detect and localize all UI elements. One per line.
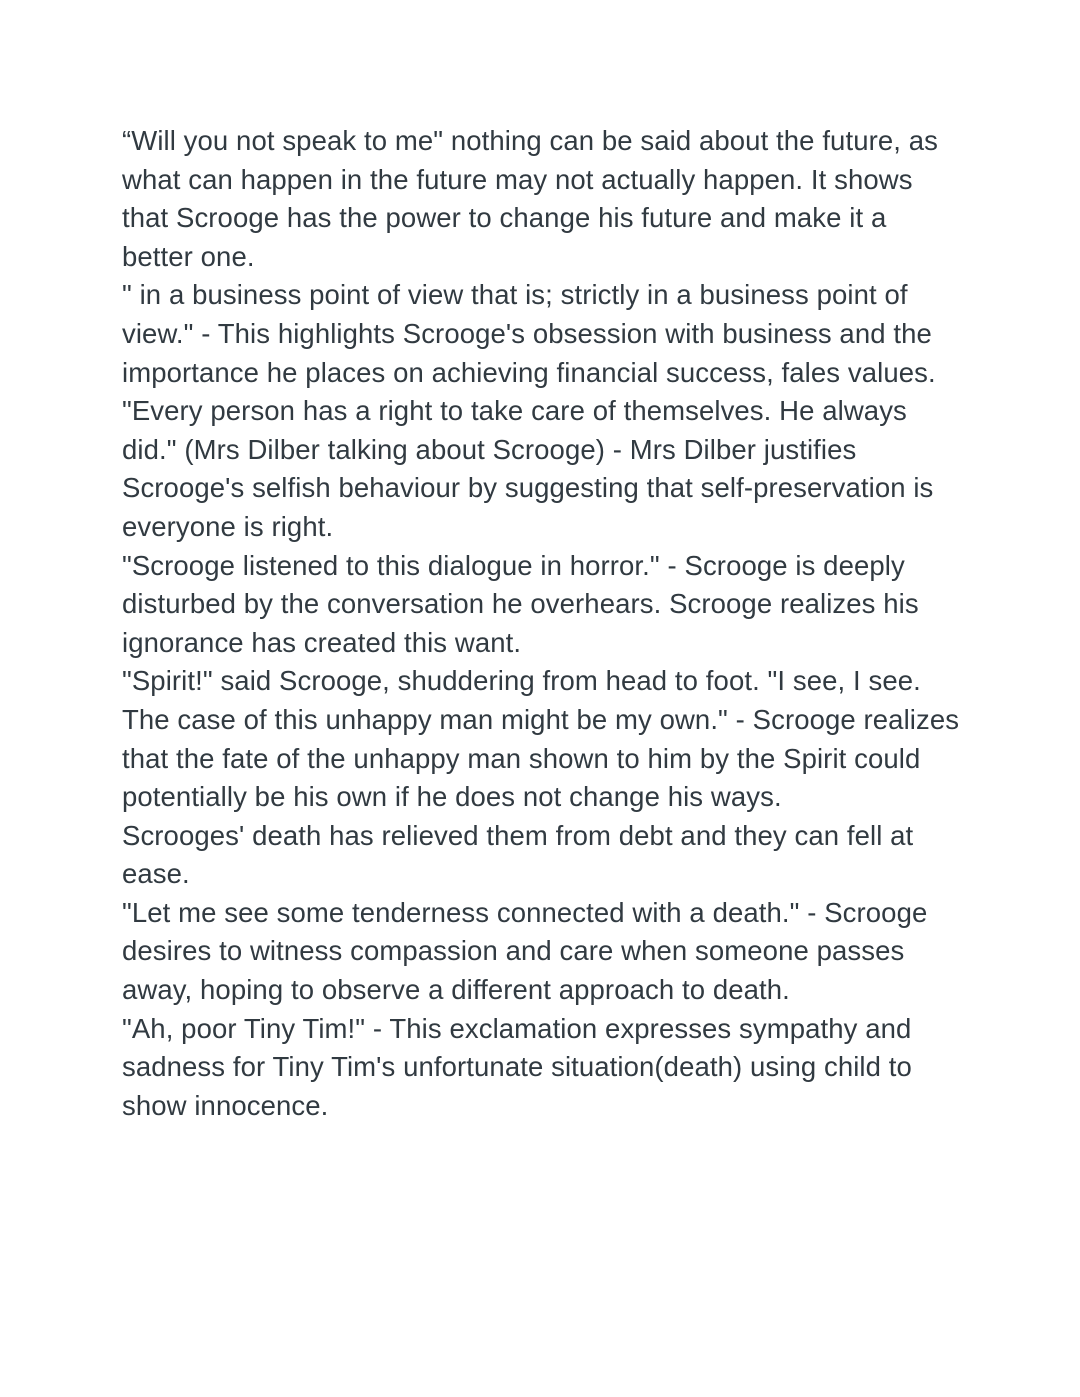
paragraph-5: "Spirit!" said Scrooge, shuddering from head to foot. "I see, I see. The case of this unhappy man might be my own." - Scrooge realizes that the fate of the unhappy man shown to him by the Spirit could potentially be his own if he does not change his ways.: [122, 665, 967, 813]
paragraph-4: "Scrooge listened to this dialogue in horror." - Scrooge is deeply disturbed by the conversation he overhears. Scrooge realizes his ignorance has created this want.: [122, 549, 927, 658]
paragraph-2: " in a business point of view that is; strictly in a business point of view." - This highlights Scrooge's obsession with business and the importance he places on achieving financial success, fales values.: [122, 279, 940, 388]
document-text-body: [122, 122, 967, 1125]
paragraph-6: Scrooges' death has relieved them from debt and they can fell at ease.: [122, 819, 922, 890]
paragraph-1: “Will you not speak to me" nothing can be said about the future, as what can happen in the future may not actually happen. It shows that Scrooge has the power to change his future and make it a better one.: [122, 125, 946, 272]
paragraph-8: "Ah, poor Tiny Tim!" - This exclamation expresses sympathy and sadness for Tiny Tim's unfortunate situation(death) using child to show innocence.: [122, 1012, 920, 1121]
paragraph-3: "Every person has a right to take care of themselves. He always did." (Mrs Dilber talking about Scrooge) - Mrs Dilber justifies Scrooge's selfish behaviour by suggesting that self-preservation is everyone is right.: [122, 395, 942, 542]
paragraph-7: "Let me see some tenderness connected with a death." - Scrooge desires to witness compassion and care when someone passes away, hoping to observe a different approach to death.: [122, 896, 936, 1006]
